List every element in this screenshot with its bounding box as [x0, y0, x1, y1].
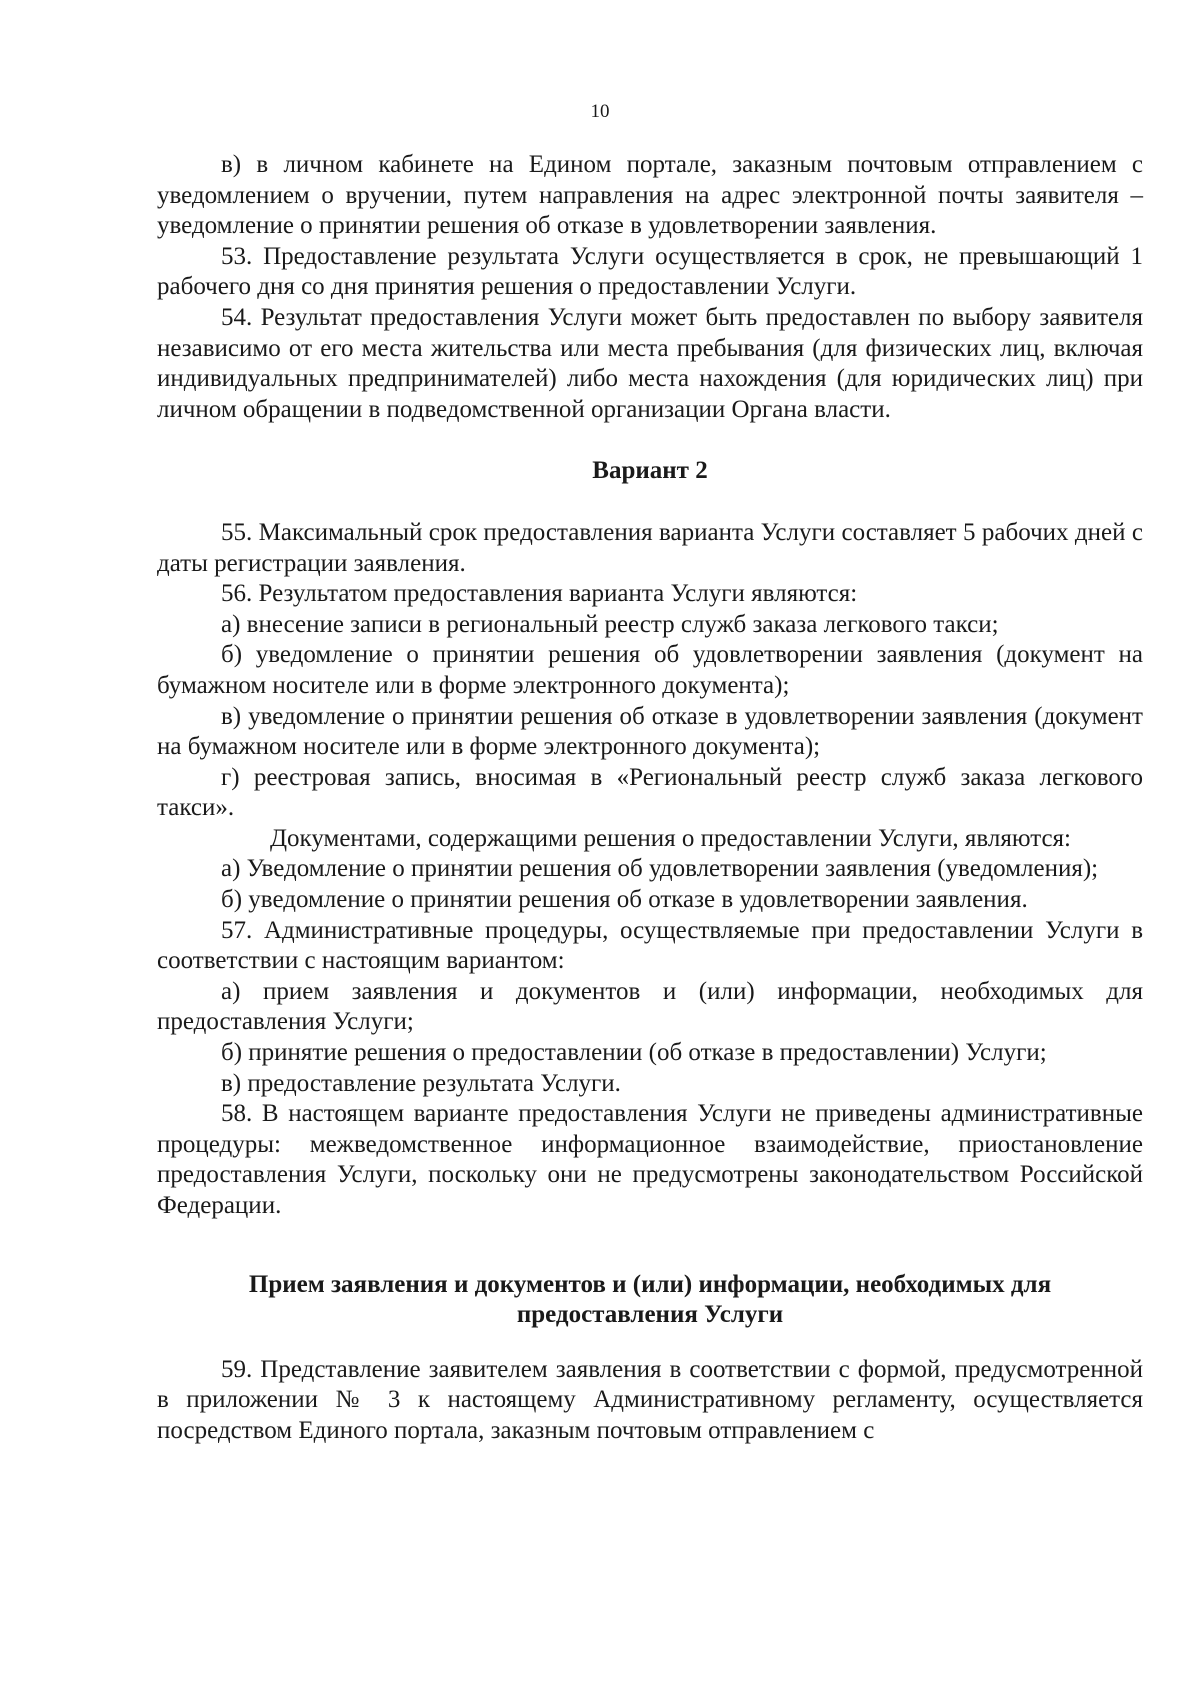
paragraph-55: 55. Максимальный срок предоставления варианта Услуги составляет 5 рабочих дней с даты регистрации заявления. [157, 518, 1143, 577]
variant-heading: Вариант 2 [592, 457, 708, 485]
paragraph-56a: а) внесение записи в региональный реестр служб заказа легкового такси; [221, 610, 999, 638]
paragraph-docs-b: б) уведомление о принятии решения об отказе в удовлетворении заявления. [221, 886, 1028, 914]
paragraph-57v: в) предоставление результата Услуги. [221, 1069, 621, 1097]
paragraph-53: 53. Предоставление результата Услуги осуществляется в срок, не превышающий 1 рабочего дня со дня принятия решения о предоставлении Услуги. [157, 242, 1143, 301]
paragraph-56g: г) реестровая запись, вносимая в «Региональный реестр служб заказа легкового такси». [157, 763, 1143, 822]
paragraph-56b: б) уведомление о принятии решения об удовлетворении заявления (документ на бумажном носителе или в форме электронного документа); [157, 641, 1143, 699]
paragraph-56: 56. Результатом предоставления варианта Услуги являются: [221, 580, 858, 608]
paragraph-57: 57. Административные процедуры, осуществляемые при предоставлении Услуги в соответствии с настоящим вариантом: [157, 916, 1143, 975]
paragraph-57b: б) принятие решения о предоставлении (об отказе в предоставлении) Услуги; [221, 1039, 1047, 1067]
paragraph-58: 58. В настоящем варианте предоставления Услуги не приведены административные процедуры: межведомственное информационное взаимодействие, приостановление предоставления Услуги, поскольку они не предусмотрены законодательством Российской Федерации. [157, 1100, 1143, 1219]
paragraph-56v: в) уведомление о принятии решения об отказе в удовлетворении заявления (документ на бумажном носителе или в форме электронного документа); [157, 702, 1143, 761]
document-body [157, 150, 1143, 1447]
paragraph-54: 54. Результат предоставления Услуги может быть предоставлен по выбору заявителя независимо от его места жительства или места пребывания (для физических лиц, включая индивидуальных предпринимателей) либо места нахождения (для юридических лиц) при личном обращении в подведомственной организации Органа власти. [157, 303, 1143, 423]
paragraph-59: 59. Представление заявителем заявления в соответствии с формой, предусмотренной в приложении № 3 к настоящему Административному регламенту, осуществляется посредством Единого портала, заказным почтовым отправлением с [157, 1355, 1143, 1444]
paragraph-docs-a: а) Уведомление о принятии решения об удовлетворении заявления (уведомления); [221, 855, 1099, 883]
paragraph-52v: в) в личном кабинете на Едином портале, заказным почтовым отправлением с уведомлением о вручении, путем направления на адрес электронной почты заявителя – уведомление о принятии решения об отказе в удовлетворении заявления. [157, 151, 1143, 240]
paragraph-57a: а) прием заявления и документов и (или) информации, необходимых для предоставления Услуги; [157, 977, 1143, 1036]
section-heading: Прием заявления и документов и (или) информации, необходимых для предоставления Услуги [248, 1270, 1052, 1329]
page-number: 10 [590, 101, 610, 122]
paragraph-decision-documents: Документами, содержащими решения о предоставлении Услуги, являются: [270, 824, 1071, 852]
